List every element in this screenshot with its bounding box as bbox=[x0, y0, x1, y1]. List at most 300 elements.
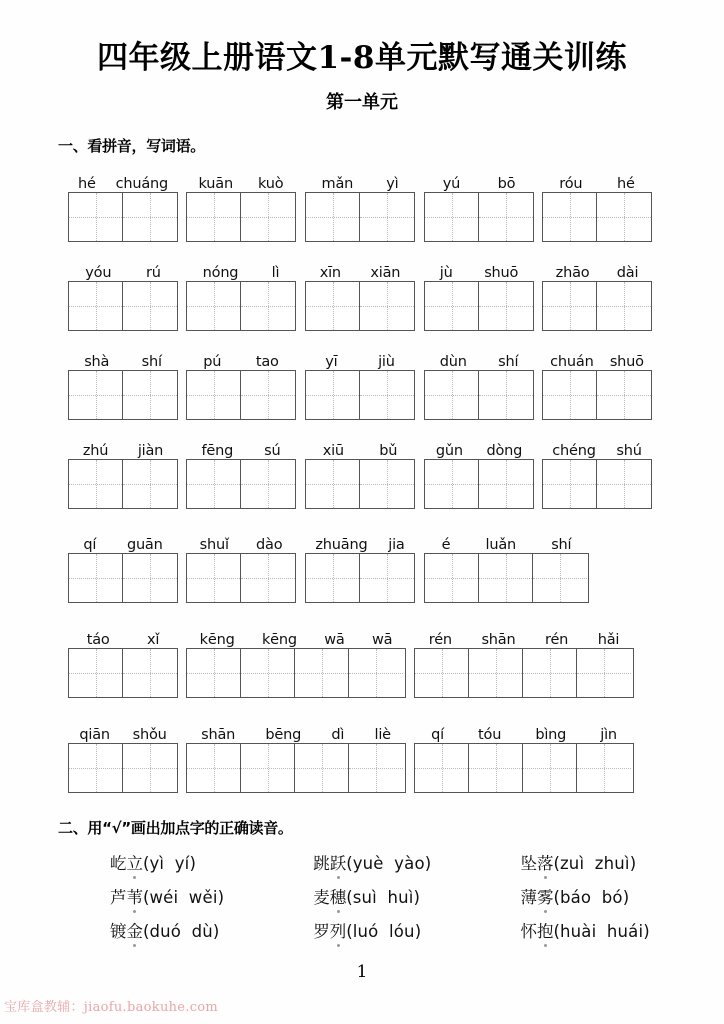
dotted-char: 抱 bbox=[537, 918, 554, 942]
unit-title: 第一单元 bbox=[326, 92, 398, 113]
tianzige-cell[interactable] bbox=[241, 744, 295, 792]
word-group bbox=[542, 170, 652, 242]
pinyin-row bbox=[0, 626, 724, 712]
pinyin-syllable: chuáng bbox=[115, 176, 169, 192]
tianzige-cell[interactable] bbox=[295, 744, 349, 792]
reading-option[interactable]: báo bbox=[559, 888, 592, 907]
word-group bbox=[68, 170, 178, 242]
pinyin-syllable: liè bbox=[374, 727, 391, 743]
pinyin-syllable: shà bbox=[84, 354, 110, 370]
tianzige-box[interactable] bbox=[186, 370, 296, 420]
tianzige-cell[interactable] bbox=[187, 554, 241, 602]
word-prefix-char: 麦 bbox=[313, 888, 330, 907]
word-group bbox=[305, 437, 415, 509]
pinyin-syllable: jia bbox=[388, 537, 405, 553]
tianzige-cell[interactable] bbox=[241, 371, 295, 419]
paren-close: ) bbox=[212, 922, 220, 941]
tianzige-cell[interactable] bbox=[425, 282, 479, 330]
paren-close: ) bbox=[643, 922, 650, 941]
reading-option[interactable]: yí bbox=[174, 854, 190, 873]
pinyin-syllable: hé bbox=[616, 176, 635, 192]
paren-close: ) bbox=[622, 888, 630, 907]
tianzige-box[interactable] bbox=[186, 553, 296, 603]
tianzige-cell[interactable] bbox=[523, 649, 577, 697]
tianzige-cell[interactable] bbox=[123, 371, 177, 419]
tianzige-cell[interactable] bbox=[123, 649, 177, 697]
tianzige-cell[interactable] bbox=[360, 282, 414, 330]
word-group bbox=[186, 626, 406, 698]
tianzige-box[interactable] bbox=[305, 370, 415, 420]
pinyin-syllable: bō bbox=[497, 176, 516, 192]
tianzige-box[interactable] bbox=[186, 192, 296, 242]
tianzige-cell[interactable] bbox=[295, 649, 349, 697]
tianzige-cell[interactable] bbox=[533, 554, 587, 602]
tianzige-cell[interactable] bbox=[69, 460, 123, 508]
tianzige-box[interactable] bbox=[186, 743, 406, 793]
tianzige-cell[interactable] bbox=[415, 744, 469, 792]
choice-row bbox=[58, 845, 698, 879]
tianzige-cell[interactable] bbox=[349, 744, 403, 792]
pinyin-label-line bbox=[305, 348, 415, 370]
pinyin-label-line bbox=[186, 626, 406, 648]
word-prefix-char: 跳 bbox=[313, 854, 330, 873]
tianzige-cell[interactable] bbox=[123, 460, 177, 508]
tianzige-cell[interactable] bbox=[69, 193, 123, 241]
tianzige-cell[interactable] bbox=[425, 371, 479, 419]
pinyin-syllable: é bbox=[441, 537, 451, 553]
page-number: 1 bbox=[356, 962, 368, 982]
word-group bbox=[68, 721, 178, 793]
tianzige-cell[interactable] bbox=[543, 371, 597, 419]
pinyin-syllable: qiān bbox=[79, 727, 110, 743]
watermark: 宝库盒教辅：jiaofu.baokuhe.com bbox=[4, 1000, 219, 1015]
reading-option[interactable]: wěi bbox=[188, 888, 218, 907]
reading-option[interactable]: duó bbox=[149, 922, 182, 941]
choice-item bbox=[509, 918, 699, 942]
pinyin-label-line bbox=[424, 170, 534, 192]
word-group bbox=[68, 259, 178, 331]
word-group bbox=[68, 348, 178, 420]
dotted-char: 跃 bbox=[330, 850, 347, 874]
paren-open: ( bbox=[143, 922, 150, 941]
tianzige-cell[interactable] bbox=[597, 371, 651, 419]
paren-close: ) bbox=[217, 888, 225, 907]
word-group bbox=[186, 437, 296, 509]
pinyin-label-line bbox=[68, 721, 178, 743]
reading-option[interactable]: huì bbox=[387, 888, 414, 907]
pinyin-label-line bbox=[542, 170, 652, 192]
pinyin-syllable: yì bbox=[386, 176, 399, 192]
pinyin-syllable: dài bbox=[616, 265, 639, 281]
tianzige-box[interactable] bbox=[68, 459, 178, 509]
choice-item bbox=[58, 884, 305, 908]
tianzige-box[interactable] bbox=[68, 281, 178, 331]
pinyin-syllable: nóng bbox=[202, 265, 239, 281]
section-2-heading: 二、用“√”画出加点字的正确读音。 bbox=[58, 819, 293, 837]
option-gap bbox=[181, 922, 192, 941]
tianzige-cell[interactable] bbox=[241, 554, 295, 602]
reading-option[interactable]: huài bbox=[559, 922, 597, 941]
choice-item bbox=[58, 850, 305, 874]
choice-item bbox=[509, 850, 699, 874]
paren-open: ( bbox=[346, 854, 353, 873]
tianzige-box[interactable] bbox=[424, 459, 534, 509]
pinyin-syllable: chéng bbox=[552, 443, 596, 459]
word-group bbox=[542, 437, 652, 509]
pinyin-syllable: shān bbox=[481, 632, 516, 648]
tianzige-cell[interactable] bbox=[479, 193, 533, 241]
tianzige-cell[interactable] bbox=[479, 554, 533, 602]
tianzige-cell[interactable] bbox=[415, 649, 469, 697]
tianzige-cell[interactable] bbox=[187, 649, 241, 697]
paren-close: ) bbox=[629, 854, 637, 873]
word-prefix-char: 薄 bbox=[520, 888, 537, 907]
tianzige-cell[interactable] bbox=[69, 371, 123, 419]
pinyin-syllable: luǎn bbox=[485, 537, 517, 553]
reading-option[interactable]: yuè bbox=[352, 854, 384, 873]
tianzige-box[interactable] bbox=[305, 281, 415, 331]
tianzige-box[interactable] bbox=[424, 370, 534, 420]
tianzige-box[interactable] bbox=[186, 459, 296, 509]
word-prefix-char: 怀 bbox=[520, 922, 537, 941]
tianzige-cell[interactable] bbox=[306, 193, 360, 241]
tianzige-box[interactable] bbox=[305, 459, 415, 509]
pinyin-syllable: rén bbox=[545, 632, 569, 648]
word-group bbox=[414, 626, 634, 698]
pinyin-syllable: rú bbox=[145, 265, 161, 281]
paren-close: ) bbox=[414, 922, 422, 941]
pinyin-syllable: jù bbox=[439, 265, 453, 281]
tianzige-cell[interactable] bbox=[241, 193, 295, 241]
tianzige-box[interactable] bbox=[68, 192, 178, 242]
choice-item bbox=[305, 850, 508, 874]
pinyin-label-line bbox=[68, 626, 178, 648]
pinyin-label-line bbox=[424, 437, 534, 459]
tianzige-cell[interactable] bbox=[241, 460, 295, 508]
pinyin-row bbox=[0, 348, 724, 434]
tianzige-box[interactable] bbox=[424, 553, 589, 603]
word-prefix-char: 芦 bbox=[110, 888, 127, 907]
tianzige-cell[interactable] bbox=[469, 649, 523, 697]
tianzige-cell[interactable] bbox=[69, 744, 123, 792]
pinyin-syllable: jiù bbox=[378, 354, 395, 370]
word-group bbox=[414, 721, 634, 793]
reading-option[interactable]: yì bbox=[149, 854, 165, 873]
pinyin-row bbox=[0, 259, 724, 345]
dotted-char: 立 bbox=[127, 850, 144, 874]
tianzige-cell[interactable] bbox=[69, 554, 123, 602]
tianzige-cell[interactable] bbox=[123, 282, 177, 330]
tianzige-box[interactable] bbox=[305, 192, 415, 242]
dotted-char: 落 bbox=[537, 850, 554, 874]
word-group bbox=[424, 259, 534, 331]
pinyin-syllable: kēng bbox=[199, 632, 235, 648]
tianzige-cell[interactable] bbox=[597, 193, 651, 241]
word-group bbox=[305, 531, 415, 603]
pinyin-syllable: shuō bbox=[609, 354, 644, 370]
paren-open: ( bbox=[143, 888, 150, 907]
word-group bbox=[424, 531, 589, 603]
page-title: 四年级上册语文1-8单元默写通关训练 bbox=[96, 40, 627, 76]
pinyin-syllable: qí bbox=[83, 537, 97, 553]
pinyin-syllable: kuò bbox=[258, 176, 284, 192]
pinyin-label-line bbox=[68, 437, 178, 459]
pinyin-label-line bbox=[542, 437, 652, 459]
word-group bbox=[186, 531, 296, 603]
pinyin-label-line bbox=[414, 721, 634, 743]
dotted-char: 金 bbox=[127, 918, 144, 942]
word-group bbox=[424, 348, 534, 420]
pinyin-syllable: jiàn bbox=[137, 443, 164, 459]
pinyin-syllable: shuǐ bbox=[199, 537, 229, 553]
pinyin-syllable: róu bbox=[559, 176, 583, 192]
tianzige-cell[interactable] bbox=[123, 193, 177, 241]
reading-option[interactable]: huái bbox=[606, 922, 644, 941]
choice-item bbox=[58, 918, 305, 942]
pinyin-syllable: xīn bbox=[319, 265, 341, 281]
pinyin-label-line bbox=[305, 259, 415, 281]
pinyin-syllable: tóu bbox=[478, 727, 502, 743]
reading-option[interactable]: yào bbox=[394, 854, 425, 873]
pinyin-row bbox=[0, 170, 724, 256]
tianzige-cell[interactable] bbox=[597, 282, 651, 330]
tianzige-box[interactable] bbox=[542, 281, 652, 331]
word-group bbox=[68, 626, 178, 698]
choice-item bbox=[305, 884, 508, 908]
pinyin-syllable: shí bbox=[498, 354, 519, 370]
reading-option[interactable]: lóu bbox=[388, 922, 415, 941]
pinyin-syllable: sú bbox=[264, 443, 281, 459]
pinyin-syllable: fēng bbox=[201, 443, 234, 459]
tianzige-cell[interactable] bbox=[425, 554, 479, 602]
pinyin-label-line bbox=[305, 170, 415, 192]
word-group bbox=[186, 348, 296, 420]
tianzige-box[interactable] bbox=[68, 553, 178, 603]
pinyin-syllable: táo bbox=[86, 632, 110, 648]
pinyin-label-line bbox=[542, 348, 652, 370]
tianzige-box[interactable] bbox=[68, 743, 178, 793]
pinyin-syllable: kēng bbox=[261, 632, 297, 648]
pinyin-syllable: wā bbox=[371, 632, 393, 648]
tianzige-box[interactable] bbox=[68, 370, 178, 420]
pinyin-syllable: gǔn bbox=[435, 443, 463, 459]
word-prefix-char: 坠 bbox=[520, 854, 537, 873]
option-gap bbox=[584, 854, 595, 873]
tianzige-cell[interactable] bbox=[360, 554, 414, 602]
tianzige-box[interactable] bbox=[542, 192, 652, 242]
tianzige-cell[interactable] bbox=[306, 282, 360, 330]
pinyin-syllable: xiū bbox=[322, 443, 344, 459]
tianzige-box[interactable] bbox=[186, 648, 406, 698]
pinyin-label-line bbox=[542, 259, 652, 281]
paren-open: ( bbox=[553, 854, 560, 873]
pinyin-label-line bbox=[186, 437, 296, 459]
pinyin-syllable: bǔ bbox=[379, 443, 398, 459]
tianzige-cell[interactable] bbox=[241, 282, 295, 330]
tianzige-cell[interactable] bbox=[306, 371, 360, 419]
pinyin-syllable: dào bbox=[256, 537, 283, 553]
pinyin-syllable: shú bbox=[616, 443, 642, 459]
pinyin-label-line bbox=[186, 531, 296, 553]
tianzige-cell[interactable] bbox=[543, 282, 597, 330]
tianzige-cell[interactable] bbox=[360, 460, 414, 508]
reading-option[interactable]: luó bbox=[352, 922, 379, 941]
pinyin-syllable: yī bbox=[325, 354, 338, 370]
word-group bbox=[186, 259, 296, 331]
tianzige-cell[interactable] bbox=[523, 744, 577, 792]
pinyin-syllable: shān bbox=[201, 727, 236, 743]
pinyin-label-line bbox=[68, 348, 178, 370]
option-gap bbox=[384, 854, 395, 873]
pinyin-syllable: guān bbox=[126, 537, 163, 553]
pinyin-label-line bbox=[305, 531, 415, 553]
pinyin-label-line bbox=[68, 531, 178, 553]
reading-option[interactable]: bó bbox=[601, 888, 623, 907]
pinyin-row bbox=[0, 437, 724, 523]
tianzige-cell[interactable] bbox=[543, 460, 597, 508]
choice-row bbox=[58, 913, 698, 947]
word-group bbox=[305, 170, 415, 242]
tianzige-box[interactable] bbox=[186, 281, 296, 331]
pinyin-label-line bbox=[186, 348, 296, 370]
choice-item bbox=[509, 884, 699, 908]
pinyin-syllable: wā bbox=[324, 632, 345, 648]
reading-option[interactable]: zhuì bbox=[594, 854, 630, 873]
tianzige-box[interactable] bbox=[424, 281, 534, 331]
tianzige-box[interactable] bbox=[305, 553, 415, 603]
word-group bbox=[424, 437, 534, 509]
tianzige-box[interactable] bbox=[68, 648, 178, 698]
pinyin-syllable: mǎn bbox=[321, 176, 354, 192]
tianzige-cell[interactable] bbox=[123, 744, 177, 792]
paren-open: ( bbox=[553, 888, 560, 907]
pinyin-row bbox=[0, 721, 724, 807]
tianzige-cell[interactable] bbox=[577, 649, 631, 697]
pinyin-syllable: xǐ bbox=[147, 632, 160, 648]
pinyin-syllable: shí bbox=[141, 354, 162, 370]
tianzige-box[interactable] bbox=[542, 459, 652, 509]
paren-open: ( bbox=[143, 854, 150, 873]
word-group bbox=[186, 721, 406, 793]
pinyin-syllable: shí bbox=[551, 537, 572, 553]
option-gap bbox=[164, 854, 175, 873]
paren-close: ) bbox=[189, 854, 196, 873]
paren-close: ) bbox=[424, 854, 432, 873]
tianzige-box[interactable] bbox=[424, 192, 534, 242]
dotted-char: 雾 bbox=[537, 884, 554, 908]
word-group bbox=[424, 170, 534, 242]
tianzige-cell[interactable] bbox=[241, 649, 295, 697]
word-prefix-char: 罗 bbox=[313, 922, 330, 941]
pinyin-syllable: yóu bbox=[85, 265, 112, 281]
pinyin-syllable: pú bbox=[203, 354, 222, 370]
tianzige-cell[interactable] bbox=[597, 460, 651, 508]
tianzige-cell[interactable] bbox=[187, 193, 241, 241]
pinyin-label-line bbox=[186, 170, 296, 192]
tianzige-cell[interactable] bbox=[187, 460, 241, 508]
word-group bbox=[68, 531, 178, 603]
word-group bbox=[68, 437, 178, 509]
pinyin-label-line bbox=[424, 348, 534, 370]
option-gap bbox=[591, 888, 602, 907]
pinyin-syllable: lì bbox=[271, 265, 280, 281]
dotted-char: 苇 bbox=[127, 884, 144, 908]
tianzige-cell[interactable] bbox=[69, 282, 123, 330]
pinyin-syllable: zhāo bbox=[555, 265, 590, 281]
tianzige-cell[interactable] bbox=[306, 554, 360, 602]
tianzige-cell[interactable] bbox=[349, 649, 403, 697]
pinyin-syllable: zhuāng bbox=[315, 537, 368, 553]
tianzige-cell[interactable] bbox=[577, 744, 631, 792]
pinyin-label-line bbox=[68, 259, 178, 281]
pinyin-label-line bbox=[424, 259, 534, 281]
pinyin-row bbox=[0, 531, 724, 617]
pinyin-label-line bbox=[424, 531, 589, 553]
paren-open: ( bbox=[346, 888, 353, 907]
pinyin-syllable: bìng bbox=[535, 727, 567, 743]
reading-option[interactable]: zuì bbox=[559, 854, 585, 873]
choice-item bbox=[305, 918, 508, 942]
option-gap bbox=[178, 888, 189, 907]
pinyin-label-line bbox=[186, 259, 296, 281]
pinyin-label-line bbox=[68, 170, 178, 192]
option-gap bbox=[596, 922, 607, 941]
tianzige-cell[interactable] bbox=[479, 371, 533, 419]
tianzige-cell[interactable] bbox=[425, 193, 479, 241]
pinyin-syllable: dùn bbox=[439, 354, 467, 370]
reading-option[interactable]: wéi bbox=[149, 888, 179, 907]
pinyin-syllable: rén bbox=[428, 632, 452, 648]
pinyin-syllable: tao bbox=[255, 354, 279, 370]
paren-open: ( bbox=[346, 922, 353, 941]
pinyin-label-line bbox=[186, 721, 406, 743]
tianzige-box[interactable] bbox=[414, 648, 634, 698]
choose-reading-exercise bbox=[58, 845, 698, 947]
tianzige-cell[interactable] bbox=[543, 193, 597, 241]
tianzige-cell[interactable] bbox=[360, 193, 414, 241]
pinyin-syllable: shuō bbox=[484, 265, 519, 281]
tianzige-cell[interactable] bbox=[123, 554, 177, 602]
pinyin-syllable: zhú bbox=[82, 443, 109, 459]
tianzige-cell[interactable] bbox=[187, 371, 241, 419]
pinyin-syllable: hǎi bbox=[597, 632, 620, 648]
tianzige-cell[interactable] bbox=[187, 744, 241, 792]
tianzige-box[interactable] bbox=[542, 370, 652, 420]
dotted-char: 列 bbox=[330, 918, 347, 942]
pinyin-syllable: yú bbox=[442, 176, 461, 192]
pinyin-syllable: hé bbox=[77, 176, 96, 192]
reading-option[interactable]: dù bbox=[191, 922, 213, 941]
tianzige-cell[interactable] bbox=[479, 282, 533, 330]
paren-open: ( bbox=[553, 922, 560, 941]
word-prefix-char: 镀 bbox=[110, 922, 127, 941]
tianzige-cell[interactable] bbox=[469, 744, 523, 792]
tianzige-cell[interactable] bbox=[425, 460, 479, 508]
tianzige-box[interactable] bbox=[414, 743, 634, 793]
dotted-char: 穗 bbox=[330, 884, 347, 908]
pinyin-syllable: chuán bbox=[550, 354, 594, 370]
tianzige-cell[interactable] bbox=[187, 282, 241, 330]
reading-option[interactable]: suì bbox=[352, 888, 377, 907]
section-1-heading: 一、看拼音，写词语。 bbox=[58, 137, 206, 155]
tianzige-cell[interactable] bbox=[69, 649, 123, 697]
word-group bbox=[542, 259, 652, 331]
tianzige-cell[interactable] bbox=[360, 371, 414, 419]
word-group bbox=[305, 348, 415, 420]
choice-row bbox=[58, 879, 698, 913]
tianzige-cell[interactable] bbox=[479, 460, 533, 508]
tianzige-cell[interactable] bbox=[306, 460, 360, 508]
